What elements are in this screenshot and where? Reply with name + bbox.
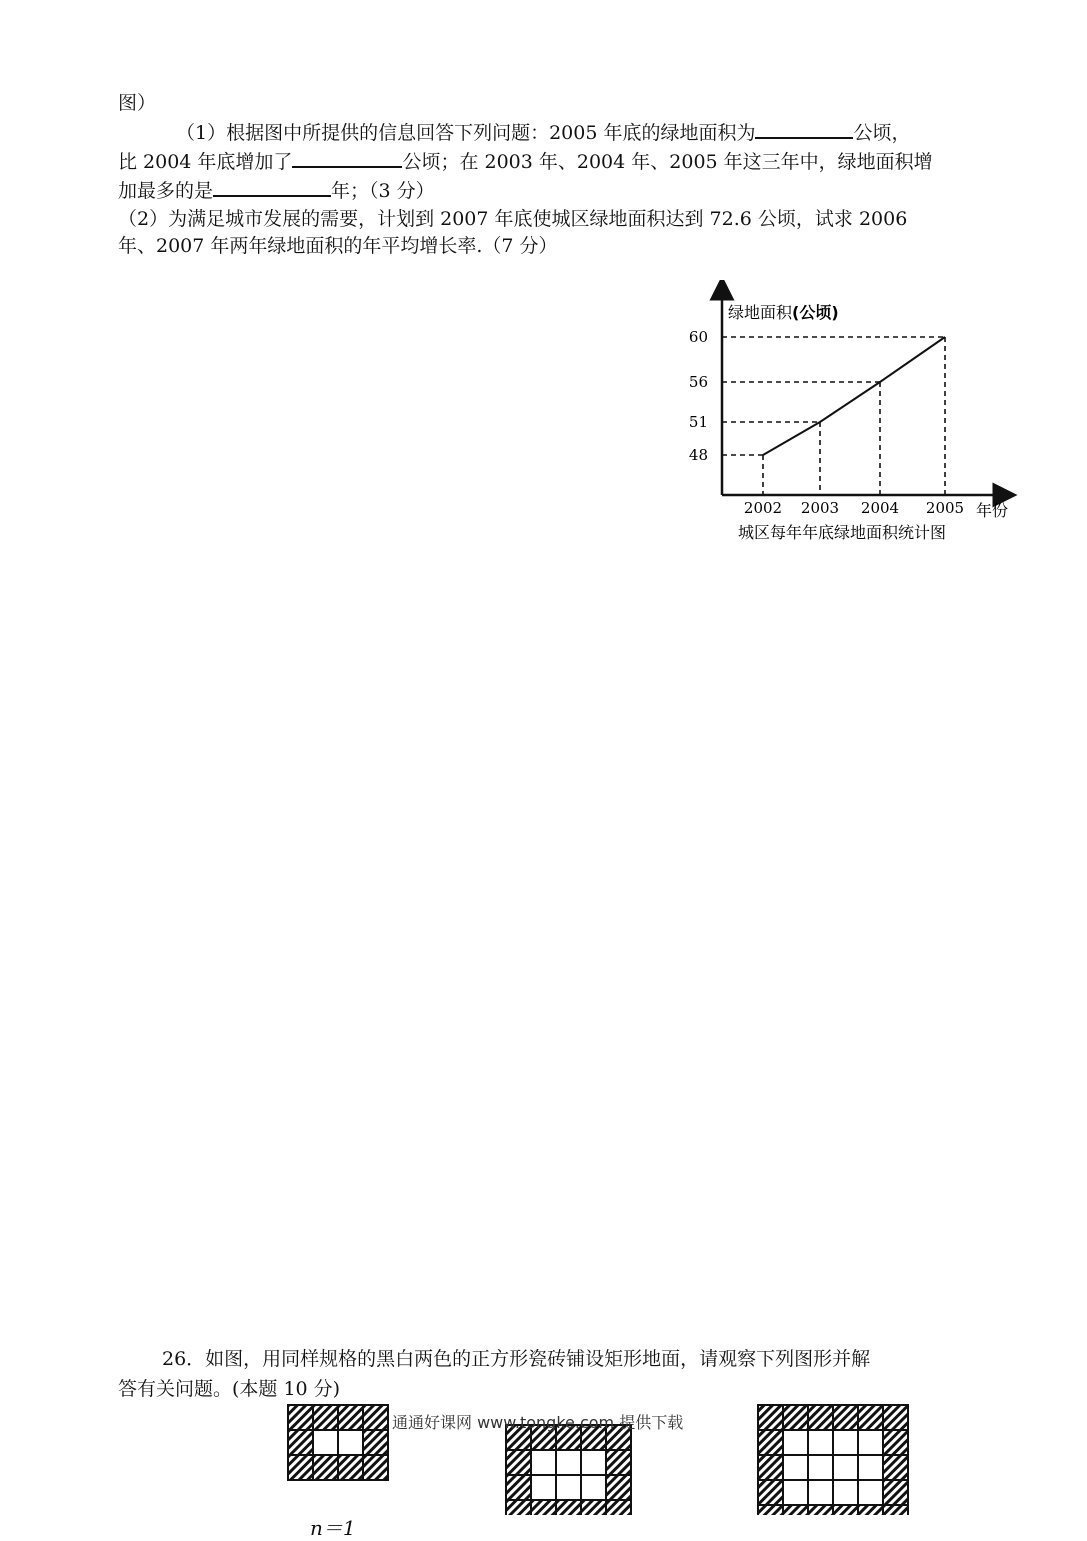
black-tile [338,1405,363,1430]
black-tile [556,1500,581,1515]
black-tile [758,1405,783,1430]
black-tile [338,1455,363,1480]
question-line-4: （2）为满足城市发展的需要，计划到 2007 年底使城区绿地面积达到 72.6 公顷，试求 2006 [118,208,908,230]
white-tile [808,1480,833,1505]
y-axis-label: 绿地面积(公顷) [728,303,839,322]
series-line [763,337,945,455]
white-tile [833,1430,858,1455]
white-tile [783,1455,808,1480]
black-tile [313,1405,338,1430]
black-tile [581,1500,606,1515]
white-tile [581,1475,606,1500]
black-tile [883,1455,908,1480]
x-tick-2003: 2003 [800,499,840,517]
black-tile [883,1405,908,1430]
black-tile [288,1430,313,1455]
black-tile [606,1475,631,1500]
white-tile [858,1480,883,1505]
black-tile [758,1480,783,1505]
black-tile [783,1505,808,1515]
black-tile [808,1505,833,1515]
figure-n-label: n＝1 [310,1516,356,1540]
y-tick-51: 51 [688,413,708,431]
answer-blank-3[interactable] [213,177,331,197]
answer-blank-2[interactable] [292,148,402,168]
question-line-1: （1）根据图中所提供的信息回答下列问题：2005 年底的绿地面积为 公顷， [118,119,911,146]
watermark: 通通好课网 www.tongke.com 提供下载 [392,1413,684,1432]
question-line-2: 比 2004 年底增加了 公顷；在 2003 年、2004 年、2005 年这三年中，绿地面积增 [118,148,933,175]
question-26-line-2: 答有关问题。(本题 10 分) [118,1378,341,1400]
black-tile [833,1505,858,1515]
tile-figure-2 [506,1425,631,1515]
black-tile [833,1405,858,1430]
black-tile [363,1405,388,1430]
black-tile [808,1405,833,1430]
x-axis-label: 年份 [976,501,1009,520]
black-tile [313,1455,338,1480]
black-tile [506,1450,531,1475]
white-tile [833,1480,858,1505]
black-tile [363,1430,388,1455]
tile-figure-1 [288,1405,388,1480]
black-tile [363,1455,388,1480]
question-line-3: 加最多的是 年；（3 分） [118,177,435,204]
white-tile [556,1475,581,1500]
white-tile [783,1430,808,1455]
white-tile [313,1430,338,1455]
black-tile [883,1505,908,1515]
question-26-line-1: 26．如图，用同样规格的黑白两色的正方形瓷砖铺设矩形地面，请观察下列图形并解 [162,1348,871,1370]
black-tile [758,1430,783,1455]
white-tile [808,1430,833,1455]
white-tile [556,1450,581,1475]
x-tick-2004: 2004 [860,499,900,517]
black-tile [883,1430,908,1455]
y-tick-56: 56 [688,373,708,391]
white-tile [833,1455,858,1480]
black-tile [858,1505,883,1515]
y-tick-48: 48 [688,446,708,464]
green-area-line-chart [680,280,1025,550]
black-tile [758,1505,783,1515]
white-tile [531,1475,556,1500]
black-tile [758,1455,783,1480]
white-tile [783,1480,808,1505]
black-tile [506,1500,531,1515]
answer-blank-1[interactable] [755,119,853,139]
tile-figure-3 [758,1405,908,1515]
white-tile [858,1455,883,1480]
y-tick-60: 60 [688,328,708,346]
white-tile [581,1450,606,1475]
white-tile [808,1455,833,1480]
black-tile [783,1405,808,1430]
black-tile [883,1480,908,1505]
x-tick-2002: 2002 [743,499,783,517]
black-tile [531,1500,556,1515]
x-tick-2005: 2005 [925,499,965,517]
black-tile [858,1405,883,1430]
question-fragment: 图） [118,92,157,114]
white-tile [531,1450,556,1475]
chart-title: 城区每年年底绿地面积统计图 [738,523,947,542]
black-tile [506,1475,531,1500]
white-tile [338,1430,363,1455]
white-tile [858,1430,883,1455]
question-line-5: 年、2007 年两年绿地面积的年平均增长率.（7 分） [118,235,558,257]
black-tile [606,1500,631,1515]
black-tile [606,1450,631,1475]
black-tile [288,1405,313,1430]
black-tile [288,1455,313,1480]
